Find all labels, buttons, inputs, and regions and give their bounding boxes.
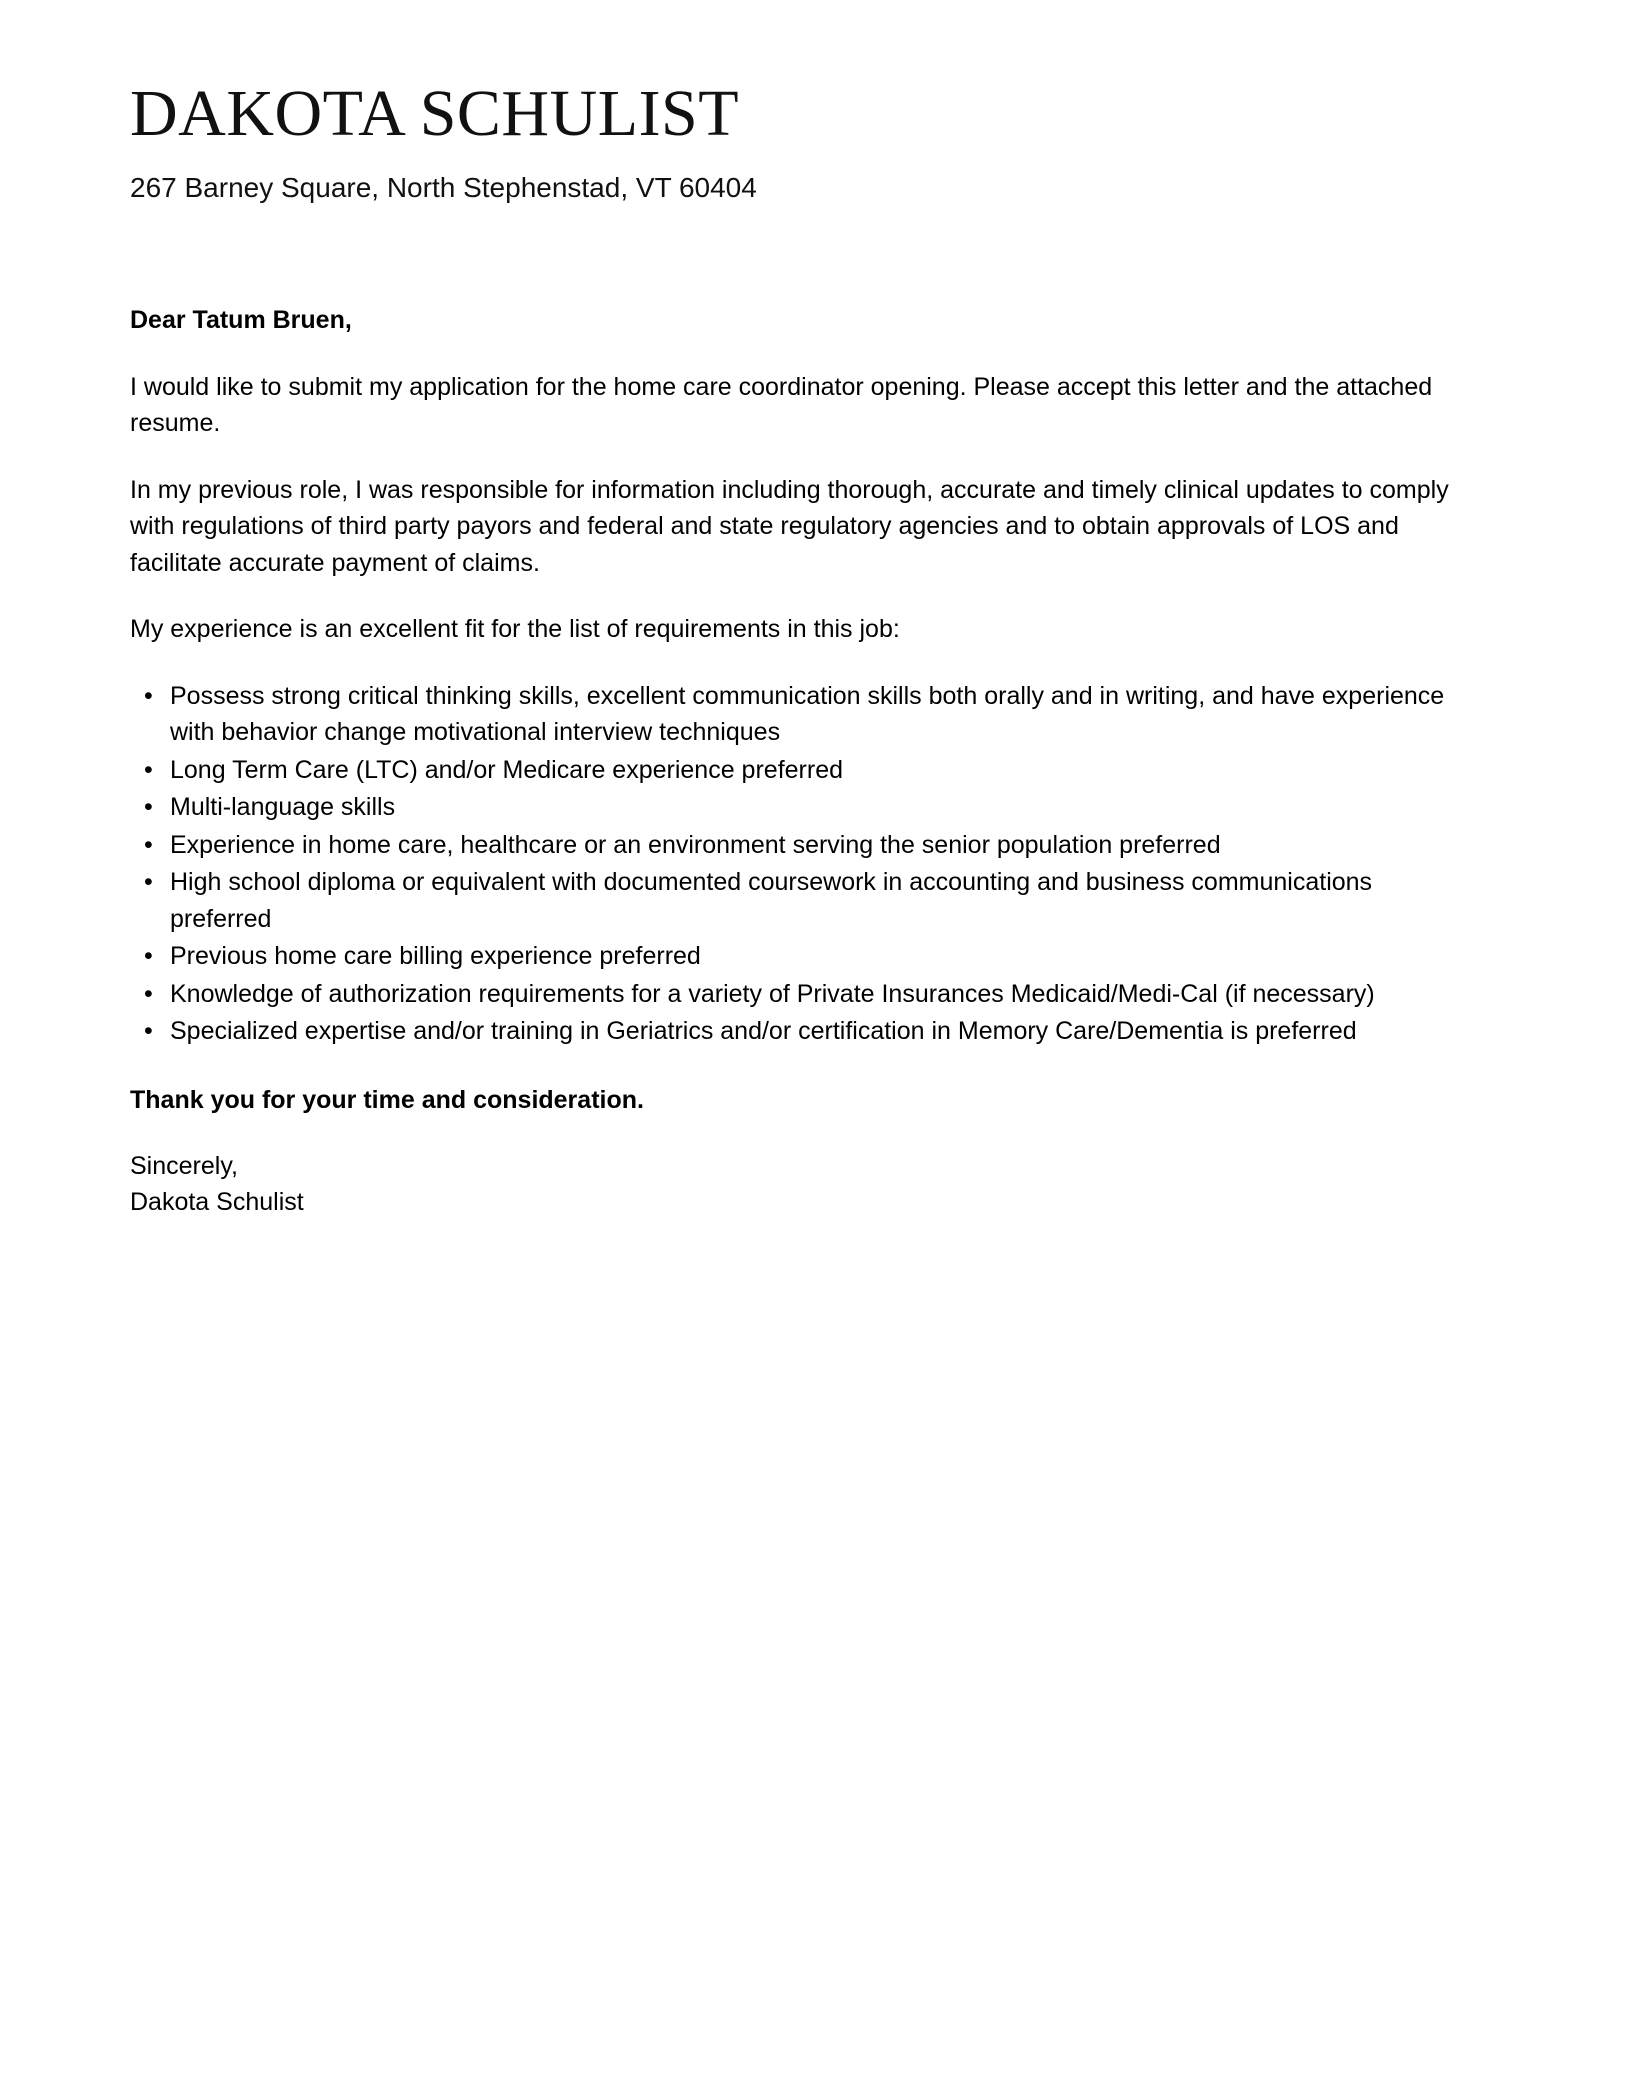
signoff-name: Dakota Schulist [130,1188,304,1217]
bullet-icon: • [144,830,153,859]
list-item [130,789,1470,826]
list-item-text: High school diploma or equivalent with documented coursework in accounting and business communications preferred [170,868,1373,933]
list-item-text: Knowledge of authorization requirements for a variety of Private Insurances Medicaid/Medi-Cal (if necessary) [170,979,1375,1008]
bullet-icon: • [144,979,153,1008]
letter-body [130,302,1512,1221]
list-item-text: Experience in home care, healthcare or an environment serving the senior population preferred [170,830,1221,859]
list-item-text: Previous home care billing experience preferred [170,942,701,971]
bullet-icon: • [144,793,153,822]
letter-header [130,78,1512,206]
signoff-closing: Sincerely, [130,1151,238,1180]
list-item [130,938,1470,975]
signoff-block [130,1148,1512,1221]
list-item [130,752,1470,789]
list-item [130,827,1470,864]
list-item [130,976,1470,1013]
bullet-icon: • [144,755,153,784]
list-item [130,1013,1470,1050]
list-item [130,678,1470,751]
bullet-icon: • [144,868,153,897]
salutation: Dear Tatum Bruen, [130,306,352,335]
list-item-text: Long Term Care (LTC) and/or Medicare experience preferred [170,755,843,784]
list-item-text: Possess strong critical thinking skills, excellent communication skills both orally and in writing, and have experience with behavior change motivational interview techniques [170,681,1445,747]
bullet-icon: • [144,681,153,710]
requirements-intro-paragraph: My experience is an excellent fit for the list of requirements in this job: [130,615,900,644]
list-item-text: Specialized expertise and/or training in Geriatrics and/or certification in Memory Care/Dementia is preferred [170,1017,1357,1046]
applicant-address: 267 Barney Square, North Stephenstad, VT 60404 [130,171,757,203]
bullet-icon: • [144,942,153,971]
thank-you-line: Thank you for your time and consideration. [130,1085,644,1114]
list-item [130,864,1470,937]
list-item-text: Multi-language skills [170,793,396,822]
intro-paragraph: I would like to submit my application for the home care coordinator opening. Please accept this letter and the attached resume. [130,372,1433,438]
experience-paragraph: In my previous role, I was responsible for information including thorough, accurate and timely clinical updates to comply with regulations of third party payors and federal and state regulatory agencies and to obtain approvals of LOS and facilitate accurate payment of claims. [130,475,1449,577]
requirements-list [130,678,1470,1050]
applicant-name: DAKOTA SCHULIST [130,77,740,150]
bullet-icon: • [144,1017,153,1046]
